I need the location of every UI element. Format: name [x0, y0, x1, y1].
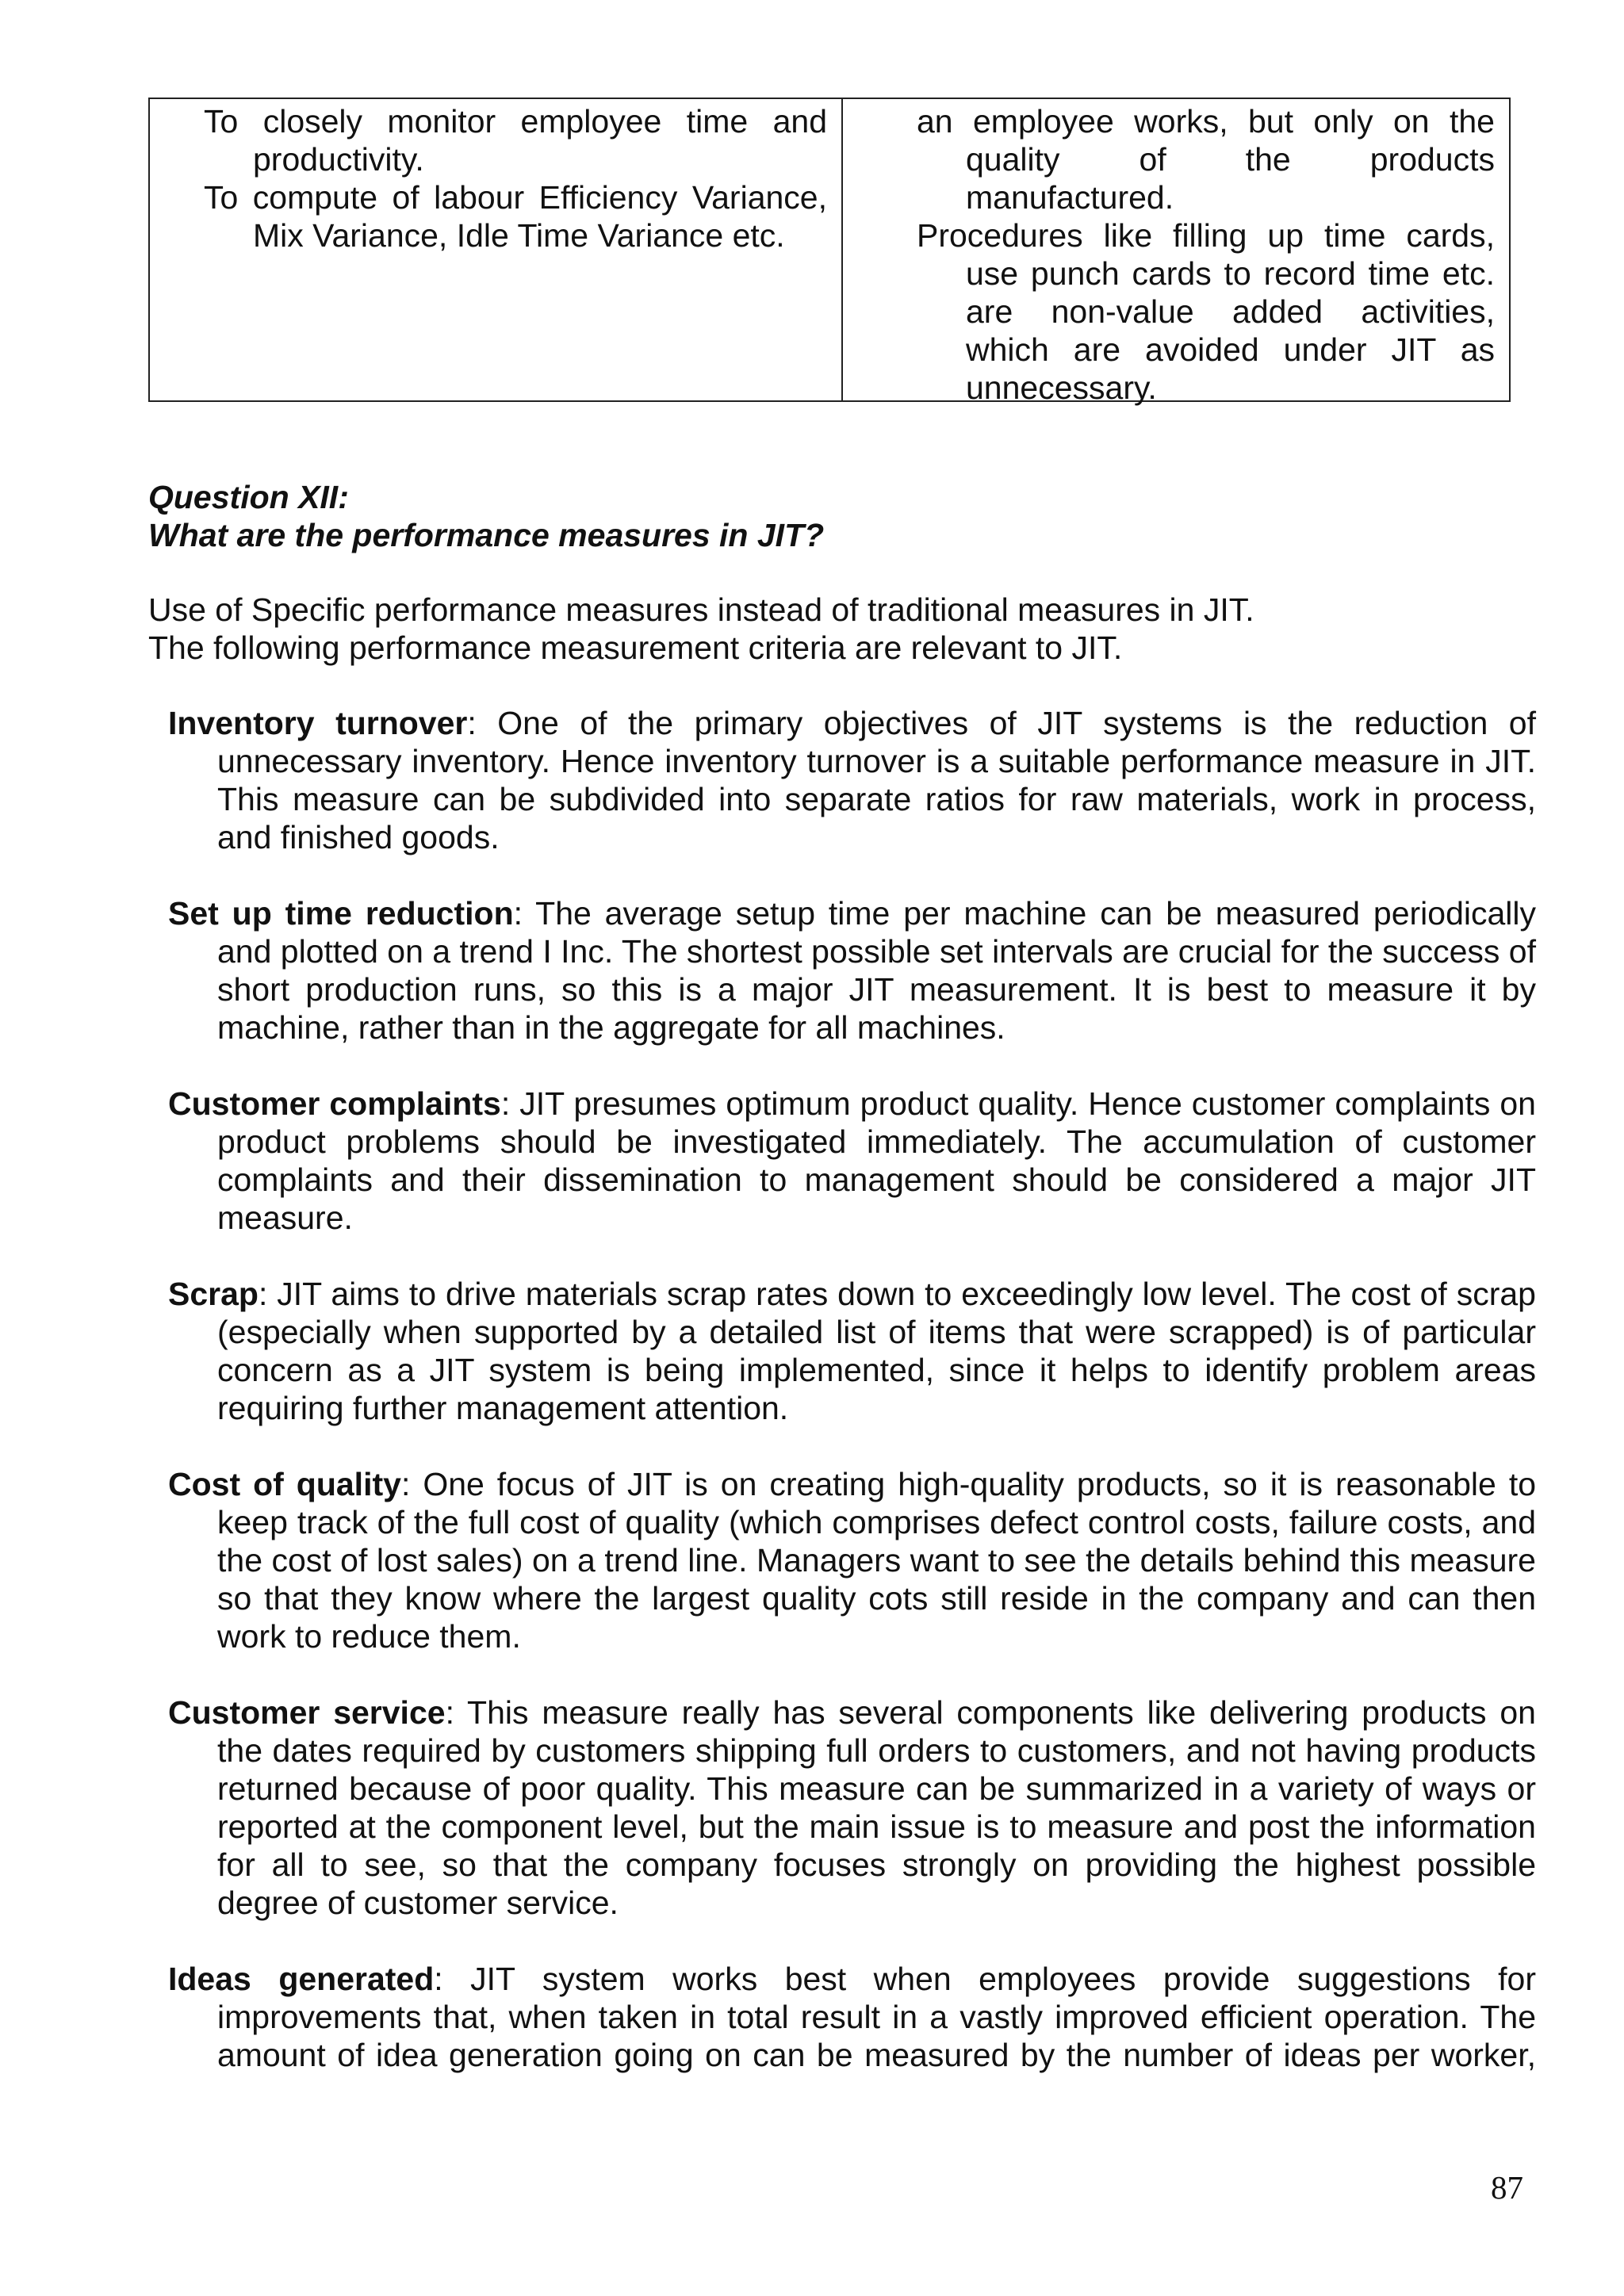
- measure-term: Ideas generated: [168, 1961, 435, 1997]
- question-number: Question XII:: [148, 479, 349, 515]
- comparison-table: [148, 98, 1511, 406]
- measure-text: : This measure really has several components like delivering products on the dates required by customers shipping full orders to customers, and not having products returned because of poor quality. This measure can be summarized in a variety of ways or reported at the component level, but the main issue is to measure and post the information for all to see, so that the company focuses strongly on providing the highest possible degree of customer service.: [217, 1694, 1536, 1921]
- measure-item: [168, 894, 1536, 1047]
- measure-term: Customer service: [168, 1694, 446, 1731]
- table-right-item: an employee works, but only on the quality of the products manufactured.: [917, 103, 1495, 216]
- measure-text: : JIT aims to drive materials scrap rates down to exceedingly low level. The cost of scrap (especially when supported by a detailed list of items that were scrapped) is of particular concern as a JIT system is being implemented, since it helps to identify problem areas requiring further management attention.: [217, 1276, 1536, 1426]
- page-number: 87: [1491, 2169, 1523, 2206]
- measure-text: : The average setup time per machine can be measured periodically and plotted on a trend I Inc. The shortest possible set intervals are crucial for the success of short production runs, so this is a major JIT measurement. It is best to measure it by machine, rather than in the aggregate for all machines.: [217, 895, 1537, 1046]
- question-heading: [148, 478, 1512, 554]
- table-cell-right: [843, 99, 1509, 406]
- measure-term: Inventory turnover: [168, 705, 468, 741]
- measure-item: [168, 1693, 1536, 1922]
- intro-paragraph: [148, 591, 1512, 667]
- table-right-item: Procedures like filling up time cards, use punch cards to record time etc. are non-value added activities, which are avoided under JIT as unnecessary.: [917, 217, 1495, 406]
- intro-line: Use of Specific performance measures instead of traditional measures in JIT.: [148, 591, 1254, 628]
- intro-line: The following performance measurement criteria are relevant to JIT.: [148, 629, 1123, 666]
- table-left-item: To closely monitor employee time and productivity.: [204, 103, 827, 178]
- measure-item: [168, 1275, 1536, 1427]
- measure-term: Customer complaints: [168, 1085, 501, 1122]
- measure-text: : One focus of JIT is on creating high-quality products, so it is reasonable to keep track of the full cost of quality (which comprises defect control costs, failure costs, and the cost of lost sales) on a trend line. Managers want to see the details behind this measure so that they know where the largest quality cots still reside in the company and can then work to reduce them.: [217, 1466, 1537, 1655]
- table-left-item: To compute of labour Efficiency Variance, Mix Variance, Idle Time Variance etc.: [204, 179, 827, 254]
- measures-list: [168, 704, 1536, 2112]
- question-text: What are the performance measures in JIT?: [148, 517, 825, 553]
- measure-text: : JIT system works best when employees provide suggestions for improvements that, when taken in total result in a vastly improved efficient operation. The amount of idea generation going on can be measured by the number of ideas per worker,: [217, 1961, 1537, 2073]
- measure-text: : One of the primary objectives of JIT systems is the reduction of unnecessary inventory. Hence inventory turnover is a suitable performance measure in JIT. This measure can be subdivided into separate ratios for raw materials, work in process, and finished goods.: [217, 705, 1536, 855]
- measure-item: [168, 1960, 1536, 2074]
- measure-term: Set up time reduction: [168, 895, 514, 932]
- measure-term: Scrap: [168, 1276, 259, 1312]
- measure-term: Cost of quality: [168, 1466, 401, 1502]
- table-cell-left: [150, 99, 843, 400]
- measure-text: : JIT presumes optimum product quality. Hence customer complaints on product problems should be investigated immediately. The accumulation of customer complaints and their dissemination to management should be considered a major JIT measure.: [217, 1085, 1536, 1236]
- measure-item: [168, 704, 1536, 856]
- measure-item: [168, 1085, 1536, 1237]
- measure-item: [168, 1465, 1536, 1655]
